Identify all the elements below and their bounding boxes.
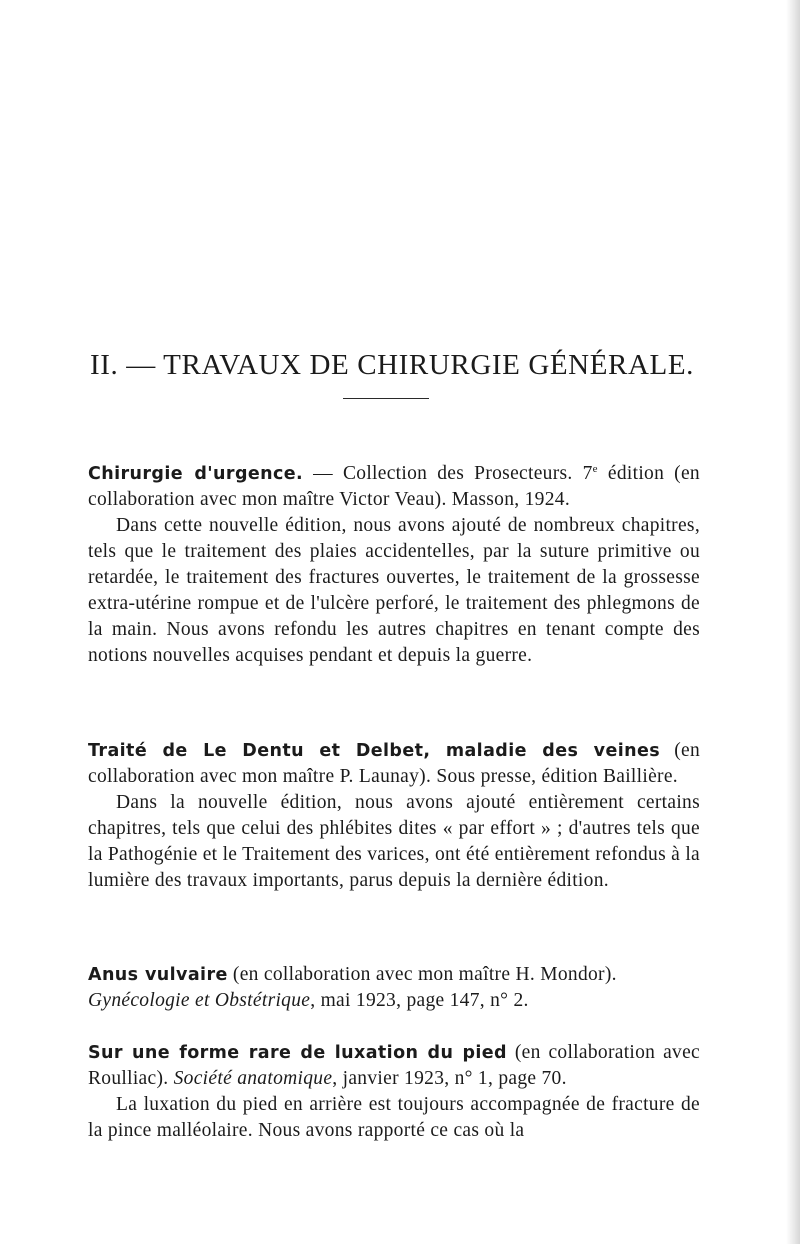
page-edge-shadow <box>786 0 800 1244</box>
entry-ref-text: , mai 1923, page 147, n° 2. <box>310 990 529 1011</box>
journal-name: Gynécologie et Obstétrique <box>88 990 311 1011</box>
entry-title: Chirurgie d'urgence. <box>88 464 304 484</box>
entry-traite-le-dentu <box>88 738 700 894</box>
journal-name: Société anatomique <box>173 1068 333 1089</box>
entry-body: La luxation du pied en arrière est toujours accompagnée de fracture de la pince malléolaire. Nous avons rapporté ce cas où la <box>88 1094 700 1141</box>
edition-superscript: e <box>592 463 598 475</box>
entry-title: Anus vulvaire <box>88 965 228 985</box>
entry-anus-vulvaire <box>88 962 700 1014</box>
entry-reference <box>88 962 700 1014</box>
entry-title: Traité de Le Dentu et Delbet, maladie des veines <box>88 741 661 761</box>
entry-reference <box>88 1040 700 1092</box>
entry-reference <box>88 461 700 513</box>
entry-luxation-pied <box>88 1040 700 1144</box>
entry-ref-text: , janvier 1923, n° 1, page 70. <box>332 1068 567 1089</box>
entry-ref-text: (en collaboration avec Roulliac). <box>88 1042 700 1089</box>
entry-ref-text: (en collaboration avec mon maître H. Mondor). <box>227 964 617 985</box>
heading-divider <box>343 398 429 399</box>
entry-body: Dans cette nouvelle édition, nous avons ajouté de nombreux chapitres, tels que le traitement des plaies accidentelles, par la suture primitive ou retardée, le traitement des fractures ouvertes, le traitement de la grossesse extra-utérine rompue et de l'ulcère perforé, le traitement des phlegmons de la main. Nous avons refondu les autres chapitres en tenant compte des notions nouvelles acquises pendant et depuis la guerre. <box>88 515 700 666</box>
entry-chirurgie-urgence <box>88 461 700 669</box>
section-heading: II. — TRAVAUX DE CHIRURGIE GÉNÉRALE. <box>90 349 695 382</box>
entry-ref-text: édition (en collaboration avec mon maître Victor Veau). Masson, 1924. <box>88 463 700 510</box>
entry-title: Sur une forme rare de luxation du pied <box>88 1043 507 1063</box>
entry-reference <box>88 738 700 790</box>
entry-ref-text: — Collection des Prosecteurs. 7 <box>303 463 593 484</box>
entry-ref-text: (en collaboration avec mon maître P. Launay). Sous presse, édition Baillière. <box>88 740 700 787</box>
entry-body: Dans la nouvelle édition, nous avons ajouté entièrement certains chapitres, tels que celui des phlébites dites « par effort » ; d'autres tels que la Pathogénie et le Traitement des varices, ont été entièrement refondus à la lumière des travaux importants, parus depuis la dernière édition. <box>88 792 700 891</box>
